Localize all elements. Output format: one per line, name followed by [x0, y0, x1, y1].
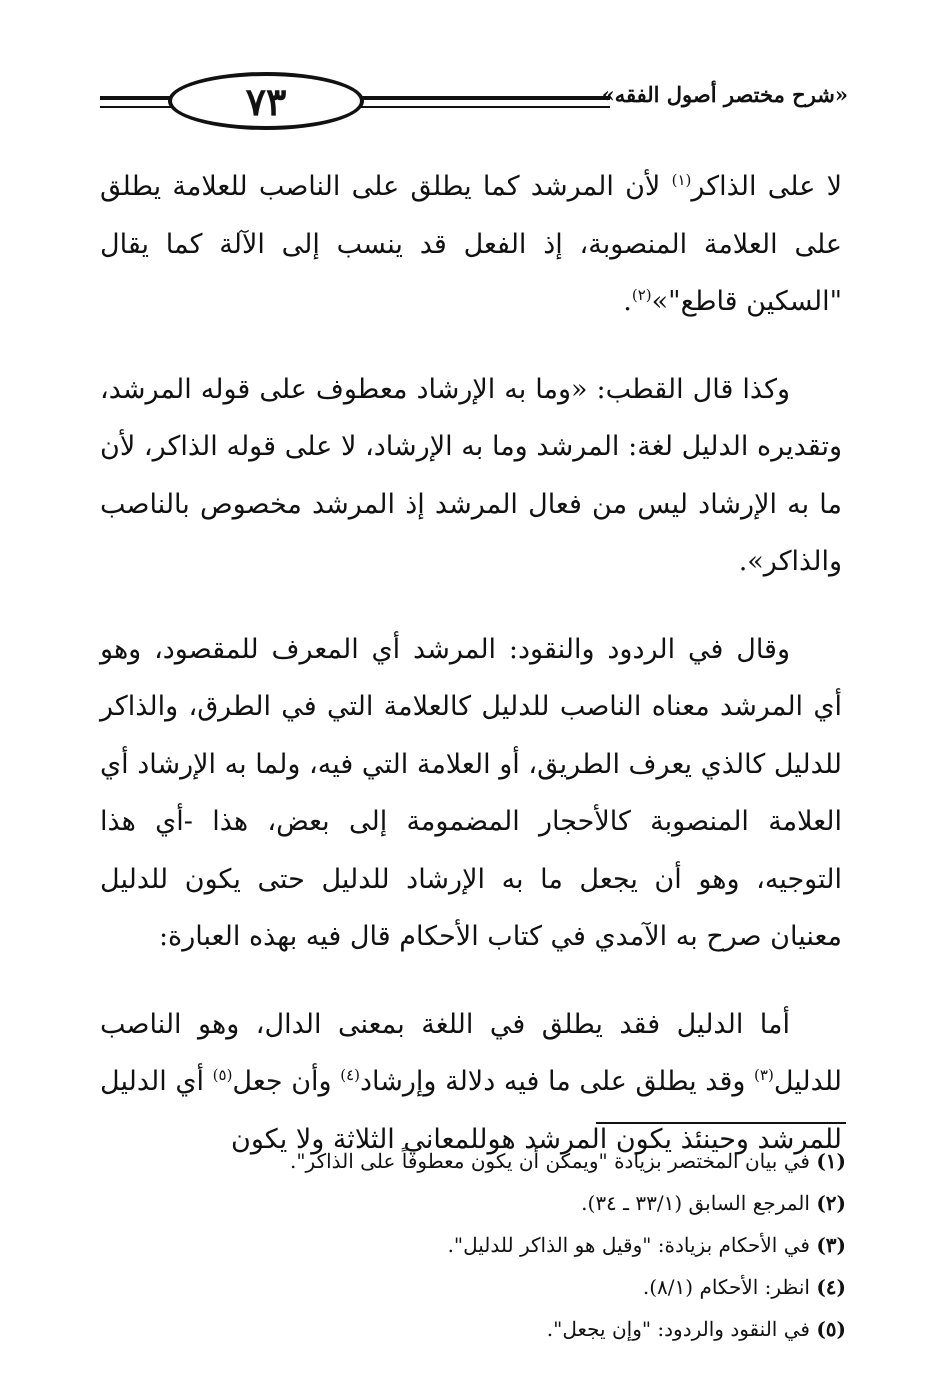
footnote-ref-3: (٣): [754, 1066, 774, 1084]
header-rule-right-thin: [354, 106, 610, 108]
p1-text-3: .: [623, 286, 632, 317]
paragraph-1: [100, 158, 842, 331]
body-text: [100, 158, 842, 1168]
footnote-ref-1: (١): [671, 171, 692, 189]
footnote-5: [100, 1308, 846, 1350]
footnote-text: في النقود والردود: "وإن يجعل".: [546, 1317, 817, 1341]
paragraph-3: [100, 621, 842, 966]
footnote-separator: [596, 1122, 846, 1124]
page-number-oval: [168, 72, 364, 130]
footnote-number: (٣): [816, 1233, 846, 1257]
header-rule-left-thin: [100, 106, 180, 108]
footnote-2: [100, 1182, 846, 1224]
p2-text: وكذا قال القطب: «وما به الإرشاد معطوف على قوله المرشد، وتقديره الدليل لغة: المرشد وما به الإرشاد، لا على قوله الذاكر، لأن ما به الإرشاد ليس من فعال المرشد إذ المرشد مخصوص بالناصب والذاكر».: [100, 373, 842, 577]
footnote-text: انظر: الأحكام (٨/١).: [642, 1275, 817, 1299]
footnote-text: المرجع السابق (٣٣/١ ـ ٣٤).: [581, 1191, 817, 1215]
footnote-1: [100, 1140, 846, 1182]
p1-text-1: لا على الذاكر: [691, 171, 842, 202]
p3-text: وقال في الردود والنقود: المرشد أي المعرف للمقصود، وهو أي المرشد معناه الناصب للدليل كالعلامة التي في الطرق، والذاكر للدليل كالذي يعرف الطريق، أو العلامة التي فيه، ولما به الإرشاد أي العلامة المنصوبة كالأحجار المضمومة إلى بعض، هذا -أي هذا التوجيه، وهو أن يجعل ما به الإرشاد للدليل حتى يكون للدليل معنيان صرح به الآمدي في كتاب الأحكام قال فيه بهذه العبارة:: [100, 633, 842, 952]
footnote-ref-5: (٥): [212, 1066, 233, 1084]
footnotes: [100, 1140, 846, 1350]
page-header: [100, 70, 848, 132]
footnote-4: [100, 1266, 846, 1308]
footnote-text: في الأحكام بزيادة: "وقيل هو الذاكر للدليل".: [447, 1233, 817, 1257]
footnote-ref-4: (٤): [340, 1066, 361, 1084]
p1-text-2: لأن المرشد كما يطلق على الناصب للعلامة يطلق على العلامة المنصوبة، إذ الفعل قد ينسب إلى الآلة كما يقال "السكين قاطع"»: [100, 171, 842, 317]
p4-text-1: أما الدليل فقد يطلق في اللغة بمعنى الدال، وهو الناصب للدليل: [100, 1008, 842, 1097]
footnote-ref-2: (٢): [631, 286, 652, 304]
footnote-3: [100, 1224, 846, 1266]
p4-text-3: وأن جعل: [232, 1066, 341, 1097]
header-rule-right-thick: [354, 96, 610, 100]
footnote-number: (٥): [816, 1317, 846, 1341]
footnote-number: (٢): [816, 1191, 846, 1215]
footnote-number: (٤): [816, 1275, 846, 1299]
running-title: «شرح مختصر أصول الفقه»: [601, 82, 848, 107]
paragraph-2: [100, 361, 842, 591]
footnote-text: في بيان المختصر بزيادة "ويمكن أن يكون معطوفاً على الذاكر".: [290, 1149, 817, 1173]
footnote-number: (١): [816, 1149, 846, 1173]
p4-text-2: وقد يطلق على ما فيه دلالة وإرشاد: [360, 1066, 755, 1097]
p4-text-4: أي الدليل للمرشد وحينئذ يكون المرشد هوللمعاني الثلاثة ولا يكون: [100, 1066, 842, 1155]
page-number: ٧٣: [245, 78, 287, 124]
